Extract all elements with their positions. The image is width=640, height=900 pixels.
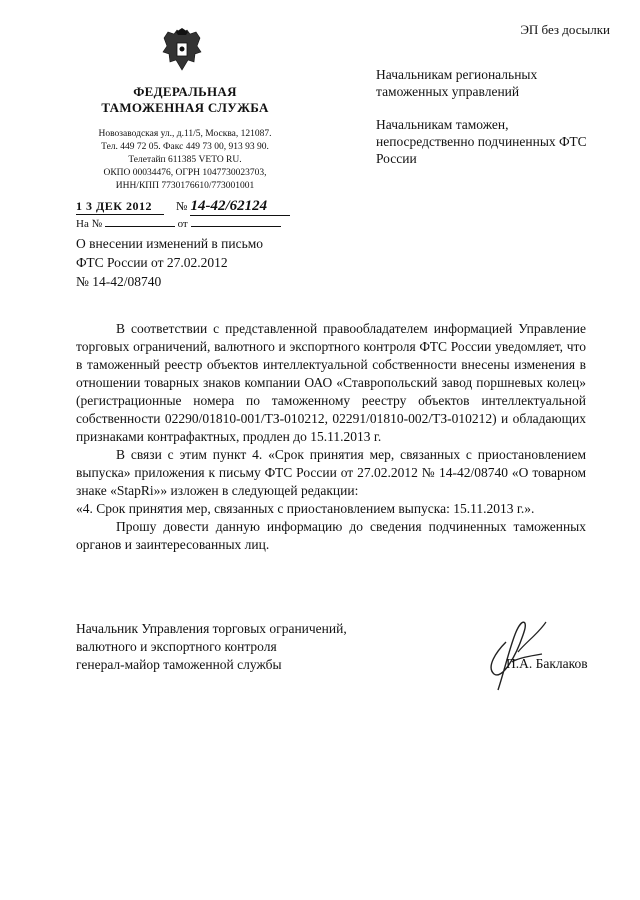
sender-organization: [80, 84, 290, 116]
subject-block: [76, 234, 263, 291]
signatory-name: П.А. Баклаков: [506, 656, 588, 671]
letter-body: [76, 320, 586, 554]
addressee: Начальникам региональных таможенных управлений: [376, 67, 538, 99]
address-line: Тел. 449 72 05. Факс 449 73 00, 913 93 90.: [101, 142, 269, 152]
address-line: Телетайп 611385 VETO RU.: [128, 155, 242, 165]
address-line: ОКПО 00034476, ОГРН 1047730023703,: [103, 168, 267, 178]
subject-line: № 14-42/08740: [76, 274, 162, 289]
registration-number: 14-42/62124: [190, 198, 290, 216]
address-line: ИНН/КПП 7730176610/773001001: [115, 181, 255, 191]
subject-line: ФТС России от 27.02.2012: [76, 255, 228, 270]
handwritten-signature: [446, 612, 556, 694]
addressee-block: [376, 66, 606, 183]
reference-number-blank: [105, 226, 175, 227]
signatory-title-line: валютного и экспортного контроля: [76, 639, 277, 654]
org-line-2: ТАМОЖЕННАЯ СЛУЖБА: [101, 100, 269, 115]
body-paragraph: В связи с этим пункт 4. «Срок принятия мер, связанных с приостановлением выпуска» приложения к письму ФТС России от 27.02.2012 № 14-42/08740 «О товарном знаке «StapRi»» изложен в следующей редакции:: [76, 447, 586, 498]
body-paragraph: «4. Срок принятия мер, связанных с приостановлением выпуска: 15.11.2013 г.».: [76, 501, 535, 516]
body-paragraph: В соответствии с представленной правообладателем информацией Управление торговых ограничений, валютного и экспортного контроля ФТС России уведомляет, что в таможенный реестр объектов интеллектуальной собственности внесены изменения в отношении товарных знаков компании ОАО «Ставропольский завод поршневых колец» (регистрационные номера по таможенному реестру объектов интеллектуальной собственности 02290/01810-001/ТЗ-010212, 02291/01810-002/ТЗ-010212) и обладающих признаками контрафактных, продлен до 15.11.2013 г.: [76, 321, 586, 444]
body-paragraph: Прошу довести данную информацию до сведения подчиненных таможенных органов и заинтересованных лиц.: [76, 519, 586, 552]
registration-line: [76, 198, 290, 216]
address-line: Новозаводская ул., д.11/5, Москва, 121087.: [98, 129, 272, 139]
signatory-title-line: генерал-майор таможенной службы: [76, 657, 282, 672]
reference-line: [76, 218, 281, 230]
signatory-title: [76, 620, 347, 674]
registration-number-label: №: [176, 199, 188, 213]
signatory-title-line: Начальник Управления торговых ограничений,: [76, 621, 347, 636]
coat-of-arms-emblem: [160, 28, 204, 76]
registration-date: 1 3 ДЕК 2012: [76, 199, 164, 215]
reference-label: На №: [76, 218, 103, 230]
sender-address-block: [80, 128, 290, 193]
subject-line: О внесении изменений в письмо: [76, 236, 264, 251]
dispatch-note: ЭП без досылки: [520, 22, 610, 37]
org-line-1: ФЕДЕРАЛЬНАЯ: [133, 84, 237, 99]
addressee: Начальникам таможен, непосредственно подчиненных ФТС России: [376, 117, 587, 166]
reference-from-label: от: [177, 218, 188, 230]
reference-date-blank: [191, 226, 281, 227]
